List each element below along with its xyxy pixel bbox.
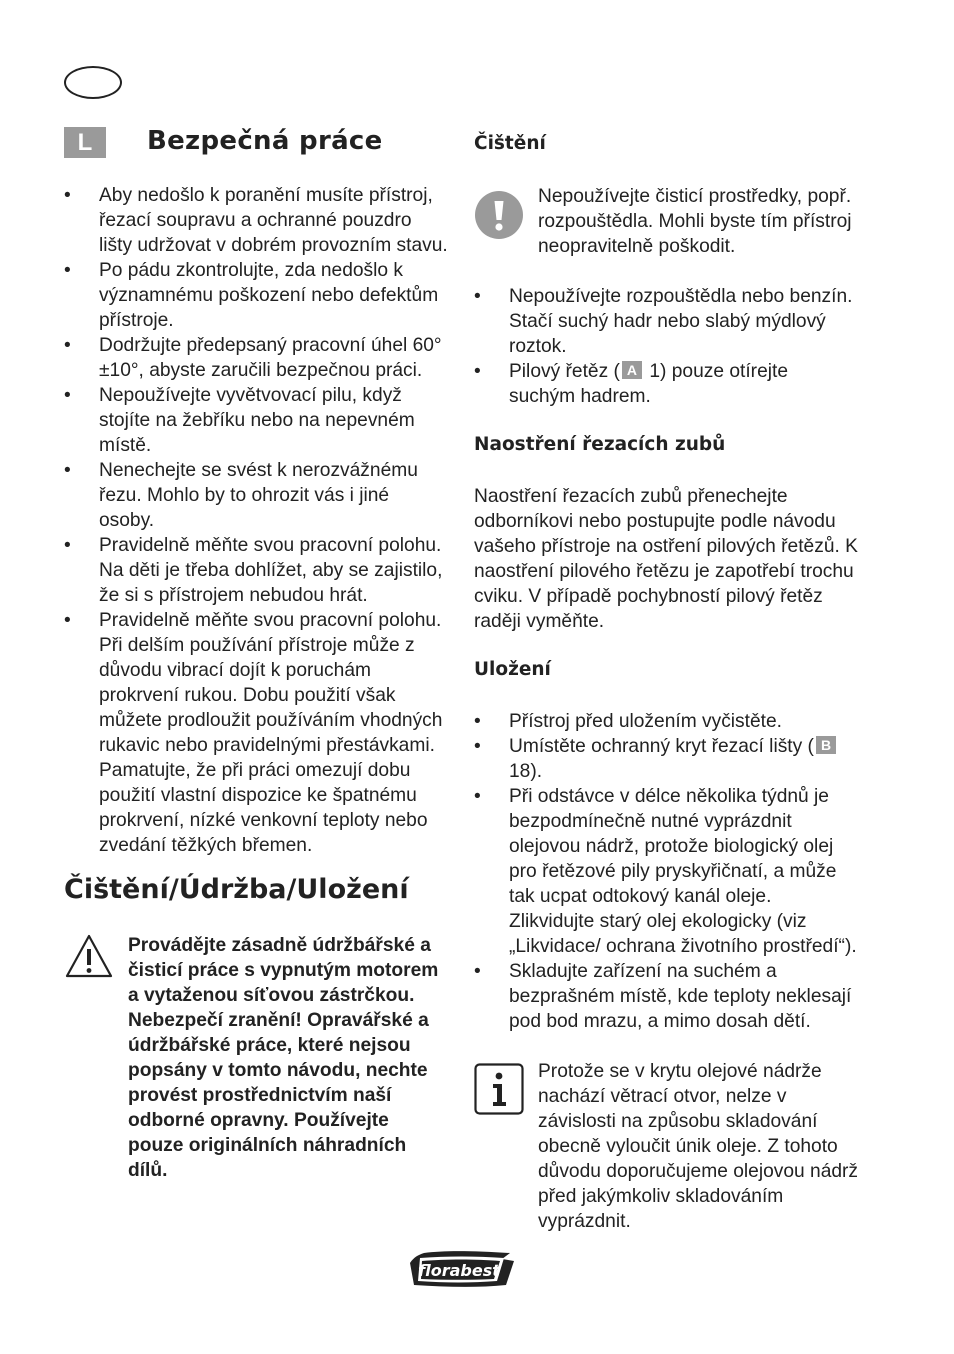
warning-triangle-icon [64, 933, 114, 979]
list-item: • Skladujte zařízení na suchém a bezprašném místě, kde teploty neklesají pod bod mrazu, a mimo dosah dětí. [474, 959, 858, 1034]
list-item: • Umístěte ochranný kryt řezací lišty ( B 18). [474, 734, 858, 784]
list-item: • Aby nedošlo k poranění musíte přístroj, řezací soupravu a ochranné pouzdro lišty udržovat v dobrém provozním stavu. [64, 183, 449, 258]
list-item: • Při odstávce v délce několika týdnů je bezpodmínečně nutné vyprázdnit olejovou nádrž, protože biologický olej pro řetězové pily pryskyřičnatí, a může tak ucpat odtokový kanál oleje. Zlikvidujte starý olej ekologicky (viz „Likvidace/ ochrana životního prostředí“). [474, 784, 858, 959]
figure-b-badge: B [816, 736, 836, 754]
figure-a-badge: A [622, 361, 642, 379]
subheading-cleaning: Čištění [474, 133, 546, 154]
section-letter-badge: L [64, 127, 106, 158]
section-title-maintenance: Čištění/Údržba/Uložení [64, 874, 409, 905]
subheading-storage: Uložení [474, 659, 551, 680]
list-item: • Nepoužívejte rozpouštědla nebo benzín. Stačí suchý hadr nebo slabý mýdlový roztok. [474, 284, 858, 359]
list-item: • Pravidelně měňte svou pracovní polohu. Na děti je třeba dohlížet, aby se zajistilo, že si s přístrojem nebudou hrát. [64, 533, 449, 608]
list-item: • Pilový řetěz ( A 1) pouze otírejte suchým hadrem. [474, 359, 858, 409]
list-item: • Po pádu zkontrolujte, zda nedošlo k významnému poškození nebo defektům přístroje. [64, 258, 449, 333]
florabest-logo [406, 1249, 520, 1289]
cleaning-list [474, 284, 858, 409]
logo-text: florabest [418, 1261, 500, 1280]
info-icon [474, 1063, 524, 1115]
section-title-safe-work: Bezpečná práce [147, 126, 383, 156]
cleaning-notice: Nepoužívejte čisticí prostředky, popř. rozpouštědla. Mohli byste tím přístroj neopravitelně poškodit. [538, 186, 852, 257]
subheading-sharpening: Naostření řezacích zubů [474, 434, 726, 455]
storage-info-text: Protože se v krytu olejové nádrže nachází větrací otvor, nelze v závislosti na způsobu skladování obecně vyloučit únik oleje. Z tohoto důvodu doporučujeme olejovou nádrž před jakýmkoliv skladováním vyprázdnit. [538, 1061, 859, 1232]
exclamation-circle-icon [474, 190, 524, 240]
list-item: • Přístroj před uložením vyčistěte. [474, 709, 858, 734]
country-code-oval [64, 66, 122, 99]
list-item: • Nepoužívejte vyvětvovací pilu, když stojíte na žebříku nebo na nepevném místě. [64, 383, 449, 458]
list-item: • Dodržujte předepsaný pracovní úhel 60°±10°, abyste zaručili bezpečnou práci. [64, 333, 449, 383]
list-item: • Nenechejte se svést k nerozvážnému řezu. Mohlo by to ohrozit vás i jiné osoby. [64, 458, 449, 533]
safe-work-list [64, 183, 449, 858]
storage-list [474, 709, 858, 1034]
sharpening-text: Naostření řezacích zubů přenechejte odborníkovi nebo postupujte podle návodu vašeho přístroje na ostření pilových řetězů. K naostření pilového řetězu je zapotřebí trochu cviku. V případě pochybností pilový řetěz raději vyměňte. [474, 486, 858, 632]
list-item: • Pravidelně měňte svou pracovní polohu. Při delším používání přístroje může z důvodu vibrací dojít k poruchám prokrvení rukou. Dobu použití však můžete prodloužit používáním vhodných rukavic nebo pravidelnými přestávkami. Pamatujte, že při práci omezují dobu použití vlastní dispozice ke špatnému prokrvení, nízké venkovní teploty nebo zvedání těžkých břemen. [64, 608, 449, 858]
maintenance-warning-text: Provádějte zásadně údržbářské a čisticí práce s vypnutým motorem a vytaženou síťovou zástrčkou. Nebezpečí zranění! Opravářské a údržbářské práce, které nejsou popsány v tomto návodu, nechte provést prostřednictvím naší odborné opravny. Používejte pouze originálních náhradních dílů. [128, 935, 439, 1181]
